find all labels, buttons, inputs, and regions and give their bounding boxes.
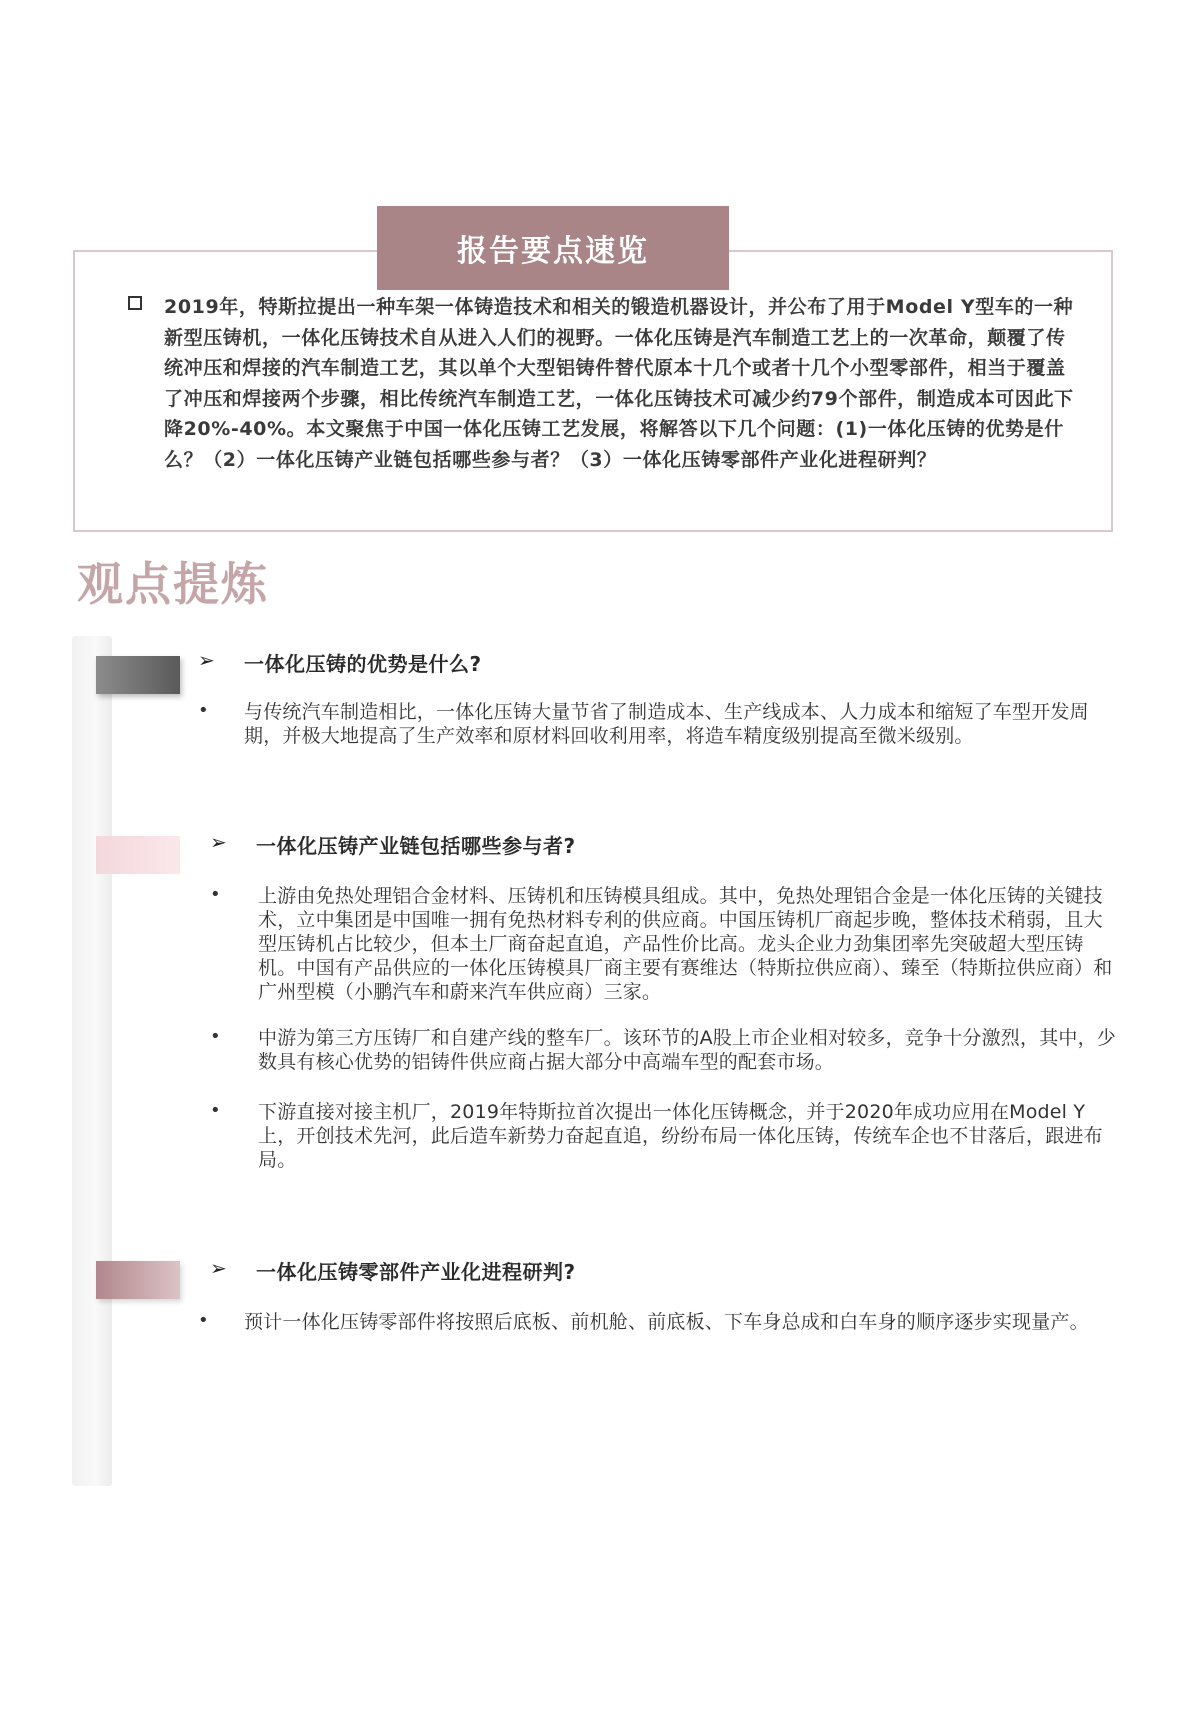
summary-title: 报告要点速览: [377, 206, 729, 290]
bullet-icon: •: [210, 1026, 221, 1047]
timeline-bar: [72, 636, 112, 1486]
summary-text: 2019年，特斯拉提出一种车架一体铸造技术和相关的锻造机器设计，并公布了用于Model Y型车的一种新型压铸机，一体化压铸技术自从进入人们的视野。一体化压铸是汽车制造工艺上的一次革命，颠覆了传统冲压和焊接的汽车制造工艺，其以单个大型铝铸件替代原本十几个或者十几个小型零部件，相当于覆盖了冲压和焊接两个步骤，相比传统汽车制造工艺，一体化压铸技术可减少约79个部件，制造成本可因此下降20%-40%。本文聚焦于中国一体化压铸工艺发展，将解答以下几个问题：(1)一体化压铸的优势是什么？（2）一体化压铸产业链包括哪些参与者？（3）一体化压铸零部件产业化进程研判？: [164, 296, 1074, 471]
question-1-paragraph: 与传统汽车制造相比，一体化压铸大量节省了制造成本、生产线成本、人力成本和缩短了车型开发周期，并极大地提高了生产效率和原材料回收利用率，将造车精度级别提高至微米级别。: [244, 701, 1089, 747]
timeline-marker-3: [96, 1261, 180, 1299]
question-1-title: 一体化压铸的优势是什么?: [244, 652, 482, 676]
question-2-midstream-paragraph: 中游为第三方压铸厂和自建产线的整车厂。该环节的A股上市企业相对较多，竞争十分激烈，其中，少数具有核心优势的铝铸件供应商占据大部分中高端车型的配套市场。: [258, 1027, 1117, 1073]
section-title: 观点提炼: [77, 557, 269, 611]
arrow-icon: ➢: [210, 1256, 227, 1280]
bullet-icon: •: [198, 700, 209, 721]
arrow-icon: ➢: [198, 648, 215, 672]
timeline-marker-2: [96, 836, 180, 874]
question-2-downstream-paragraph: 下游直接对接主机厂，2019年特斯拉首次提出一体化压铸概念，并于2020年成功应用在Model Y上，开创技术先河，此后造车新势力奋起直追，纷纷布局一体化压铸，传统车企也不甘落后，跟进布局。: [258, 1101, 1103, 1171]
bullet-icon: •: [210, 1100, 221, 1121]
bullet-icon: •: [198, 1310, 209, 1331]
checkbox-bullet-icon: [128, 296, 142, 310]
timeline-marker-1: [96, 656, 180, 694]
question-3-title: 一体化压铸零部件产业化进程研判?: [256, 1260, 576, 1284]
question-3-paragraph: 预计一体化压铸零部件将按照后底板、前机舱、前底板、下车身总成和白车身的顺序逐步实现量产。: [244, 1311, 1089, 1333]
bullet-icon: •: [210, 884, 221, 905]
question-2-title: 一体化压铸产业链包括哪些参与者?: [256, 834, 576, 858]
arrow-icon: ➢: [210, 830, 227, 854]
question-2-upstream-paragraph: 上游由免热处理铝合金材料、压铸机和压铸模具组成。其中，免热处理铝合金是一体化压铸的关键技术，立中集团是中国唯一拥有免热材料专利的供应商。中国压铸机厂商起步晚，整体技术稍弱，且大型压铸机占比较少，但本土厂商奋起直追，产品性价比高。龙头企业力劲集团率先突破超大型压铸机。中国有产品供应的一体化压铸模具厂商主要有赛维达（特斯拉供应商）、臻至（特斯拉供应商）和广州型模（小鹏汽车和蔚来汽车供应商）三家。: [258, 885, 1113, 1003]
